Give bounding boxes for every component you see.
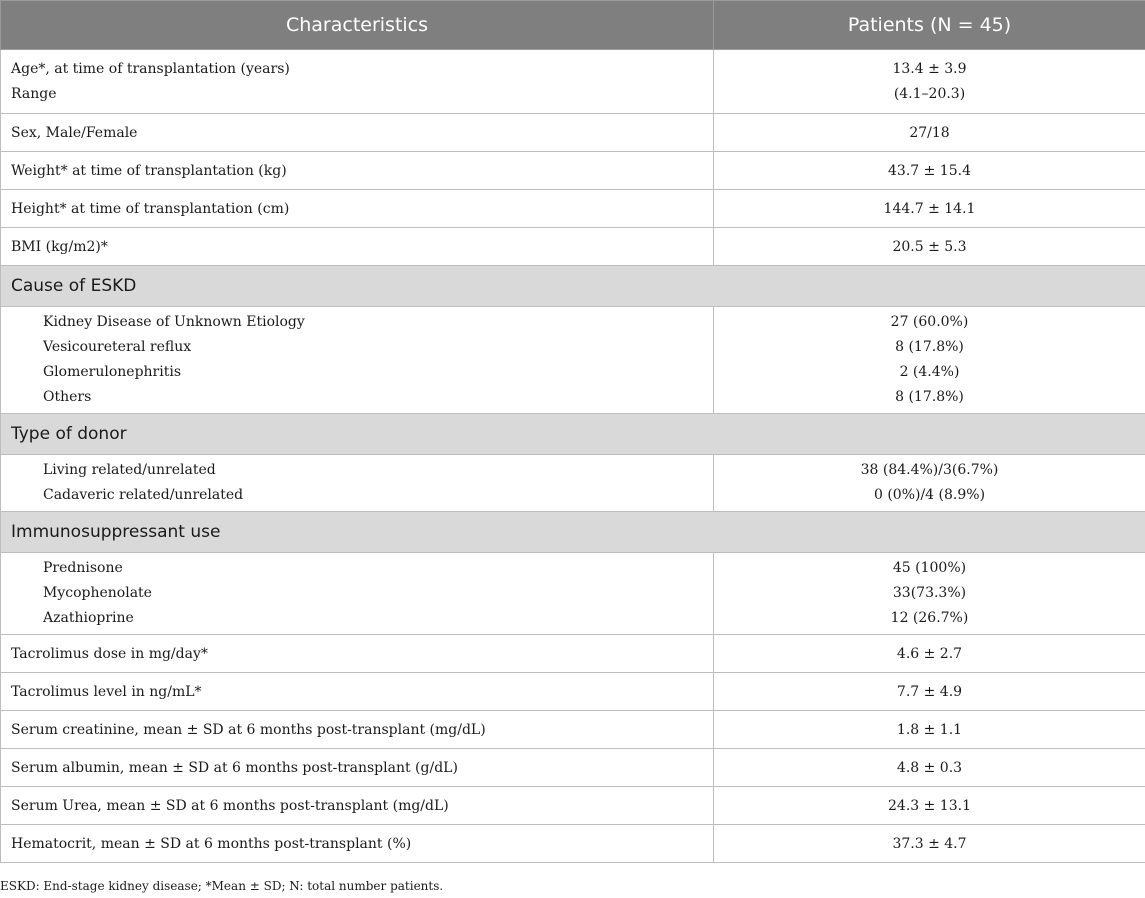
- row-label: Weight* at time of transplantation (kg): [1, 152, 714, 190]
- row-value: 144.7 ± 14.1: [714, 190, 1145, 228]
- section-header-immunosuppressant: [1, 512, 1145, 553]
- row-label: Tacrolimus dose in mg/day*: [1, 635, 714, 673]
- row-label: Tacrolimus level in ng/mL*: [1, 673, 714, 711]
- row-label-group: [1, 553, 714, 635]
- row-label: Serum creatinine, mean ± SD at 6 months post-transplant (mg/dL): [1, 711, 714, 749]
- row-label: Serum Urea, mean ± SD at 6 months post-transplant (mg/dL): [1, 787, 714, 825]
- section-title: Type of donor: [1, 414, 1145, 455]
- row-label: Serum albumin, mean ± SD at 6 months post-transplant (g/dL): [1, 749, 714, 787]
- table-row: [1, 749, 1145, 787]
- item-label: Mycophenolate: [43, 585, 152, 601]
- row-value: 1.8 ± 1.1: [714, 711, 1145, 749]
- table-footnote: ESKD: End-stage kidney disease; *Mean ± SD; N: total number patients.: [0, 879, 444, 893]
- item-value: 33(73.3%): [892, 585, 967, 601]
- row-label: BMI (kg/m2)*: [1, 228, 714, 266]
- table-row: [1, 673, 1145, 711]
- row-value: 37.3 ± 4.7: [714, 825, 1145, 863]
- row-value-group: [714, 455, 1145, 512]
- row-value: 20.5 ± 5.3: [714, 228, 1145, 266]
- age-label: Age*, at time of transplantation (years): [11, 60, 290, 77]
- table-row: [1, 114, 1145, 152]
- item-label: Living related/unrelated: [43, 462, 216, 478]
- item-value: 27 (60.0%): [890, 314, 969, 330]
- table-row-age: [1, 50, 1145, 114]
- row-label: Sex, Male/Female: [1, 114, 714, 152]
- item-value: 45 (100%): [892, 560, 967, 576]
- section-header-cause: [1, 266, 1145, 307]
- table-row: [1, 711, 1145, 749]
- item-value: 8 (17.8%): [895, 339, 964, 355]
- item-label: Others: [43, 389, 92, 405]
- item-value: 0 (0%)/4 (8.9%): [873, 487, 986, 503]
- item-label: Cadaveric related/unrelated: [43, 487, 244, 503]
- row-value: 24.3 ± 13.1: [714, 787, 1145, 825]
- item-label: Kidney Disease of Unknown Etiology: [43, 314, 305, 330]
- item-label: Prednisone: [43, 560, 123, 576]
- table-header-row: [1, 1, 1145, 50]
- row-label: Hematocrit, mean ± SD at 6 months post-transplant (%): [1, 825, 714, 863]
- table-row: [1, 190, 1145, 228]
- table-row-immunosuppressant-items: [1, 553, 1145, 635]
- row-label: [1, 50, 714, 114]
- row-value-group: [714, 307, 1145, 414]
- row-value: [714, 50, 1145, 114]
- item-label: Vesicoureteral reflux: [43, 339, 192, 355]
- table-row-cause-items: [1, 307, 1145, 414]
- row-value: 27/18: [714, 114, 1145, 152]
- section-title: Cause of ESKD: [1, 266, 1145, 307]
- row-value: 4.6 ± 2.7: [714, 635, 1145, 673]
- table-row: [1, 228, 1145, 266]
- table-row: [1, 635, 1145, 673]
- table-row: [1, 152, 1145, 190]
- row-value: 7.7 ± 4.9: [714, 673, 1145, 711]
- item-value: 8 (17.8%): [895, 389, 964, 405]
- row-label: Height* at time of transplantation (cm): [1, 190, 714, 228]
- header-patients: Patients (N = 45): [714, 1, 1145, 50]
- section-title: Immunosuppressant use: [1, 512, 1145, 553]
- item-label: Glomerulonephritis: [43, 364, 182, 380]
- item-value: 2 (4.4%): [899, 364, 960, 380]
- age-value: 13.4 ± 3.9: [892, 60, 967, 77]
- row-value: 43.7 ± 15.4: [714, 152, 1145, 190]
- row-value-group: [714, 553, 1145, 635]
- row-label-group: [1, 455, 714, 512]
- row-label-group: [1, 307, 714, 414]
- item-value: 38 (84.4%)/3(6.7%): [860, 462, 999, 478]
- section-header-donor: [1, 414, 1145, 455]
- row-value: 4.8 ± 0.3: [714, 749, 1145, 787]
- range-label: Range: [11, 85, 57, 102]
- range-value: (4.1–20.3): [893, 85, 966, 102]
- table-row-donor-items: [1, 455, 1145, 512]
- table-row: [1, 787, 1145, 825]
- table-row: [1, 825, 1145, 863]
- header-characteristics: Characteristics: [1, 1, 714, 50]
- item-label: Azathioprine: [43, 610, 134, 626]
- item-value: 12 (26.7%): [890, 610, 969, 626]
